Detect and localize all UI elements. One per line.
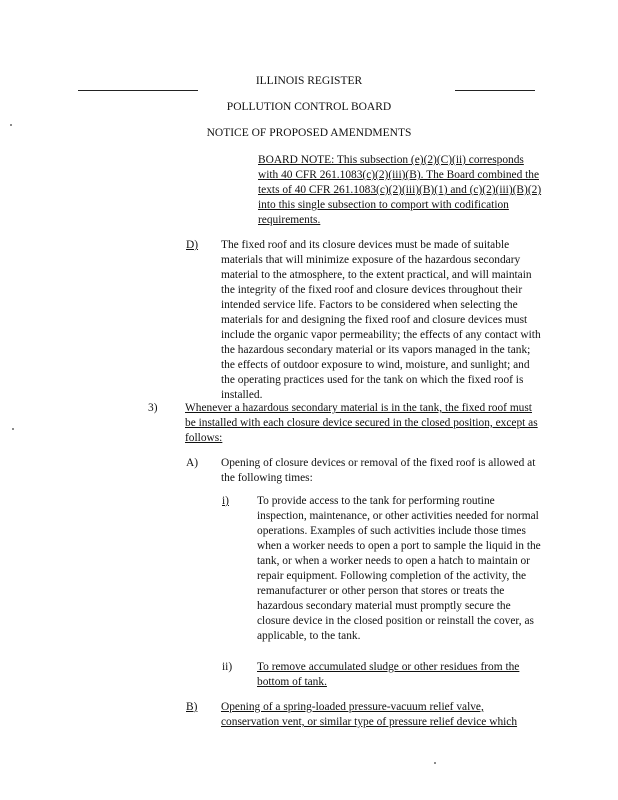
header-rule-right bbox=[455, 90, 535, 91]
scan-speck bbox=[12, 428, 14, 430]
item-b-label: B) bbox=[186, 701, 198, 713]
item-d-text: The fixed roof and its closure devices must be made of suitable materials that will minimize exposure of the hazardous secondary material to the atmosphere, to the extent practical, and will maintain the integrity of the fixed roof and closure devices throughout their intended service life. Factors to be considered when selecting the materials for and designing the fixed roof and closure devices must include the organic vapor permeability; the effects of any contact with the hazardous secondary material or its vapors managed in the tank; the effects of outdoor exposure to wind, moisture, and sunlight; and the operating practices used for the tank on which the fixed roof is installed. bbox=[221, 239, 541, 401]
item-3-text: Whenever a hazardous secondary material is in the tank, the fixed roof must be installed with each closure device secured in the closed position, except as follows: bbox=[185, 402, 538, 444]
item-3-label: 3) bbox=[148, 402, 158, 414]
item-ii-text: To remove accumulated sludge or other residues from the bottom of tank. bbox=[257, 661, 520, 688]
scan-speck bbox=[434, 762, 436, 764]
item-i-text: To provide access to the tank for performing routine inspection, maintenance, or other activities needed for normal operations. Examples of such activities include those times when a worker needs to open a port to sample the liquid in the tank, or when a worker needs to open a hatch to maintain or repair equipment. Following completion of the activity, the remanufacturer or other person that stores or treats the hazardous secondary material must promptly secure the closure device in the closed position or reinstall the cover, as applicable, to the tank. bbox=[257, 495, 541, 642]
notice-title: NOTICE OF PROPOSED AMENDMENTS bbox=[206, 127, 412, 139]
board-note: BOARD NOTE: This subsection (e)(2)(C)(ii) corresponds with 40 CFR 261.1083(c)(2)(iii)(B). The Board combined the texts of 40 CFR 261.1083(c)(2)(iii)(B)(1) and (c)(2)(iii)(B)(2) into this single subsection to comport with codification requirements. bbox=[258, 154, 542, 226]
scan-speck bbox=[10, 124, 12, 126]
item-d-label: D) bbox=[186, 239, 199, 251]
item-ii-label: ii) bbox=[222, 661, 233, 673]
item-i-label: i) bbox=[222, 495, 229, 507]
board-title: POLLUTION CONTROL BOARD bbox=[226, 101, 392, 113]
header-rule-left bbox=[78, 90, 198, 91]
item-a-text: Opening of closure devices or removal of the fixed roof is allowed at the following times: bbox=[221, 457, 536, 484]
register-title: ILLINOIS REGISTER bbox=[255, 75, 363, 87]
item-a-label: A) bbox=[186, 457, 199, 469]
item-b-text: Opening of a spring-loaded pressure-vacuum relief valve, conservation vent, or similar type of pressure relief device which bbox=[221, 701, 518, 728]
